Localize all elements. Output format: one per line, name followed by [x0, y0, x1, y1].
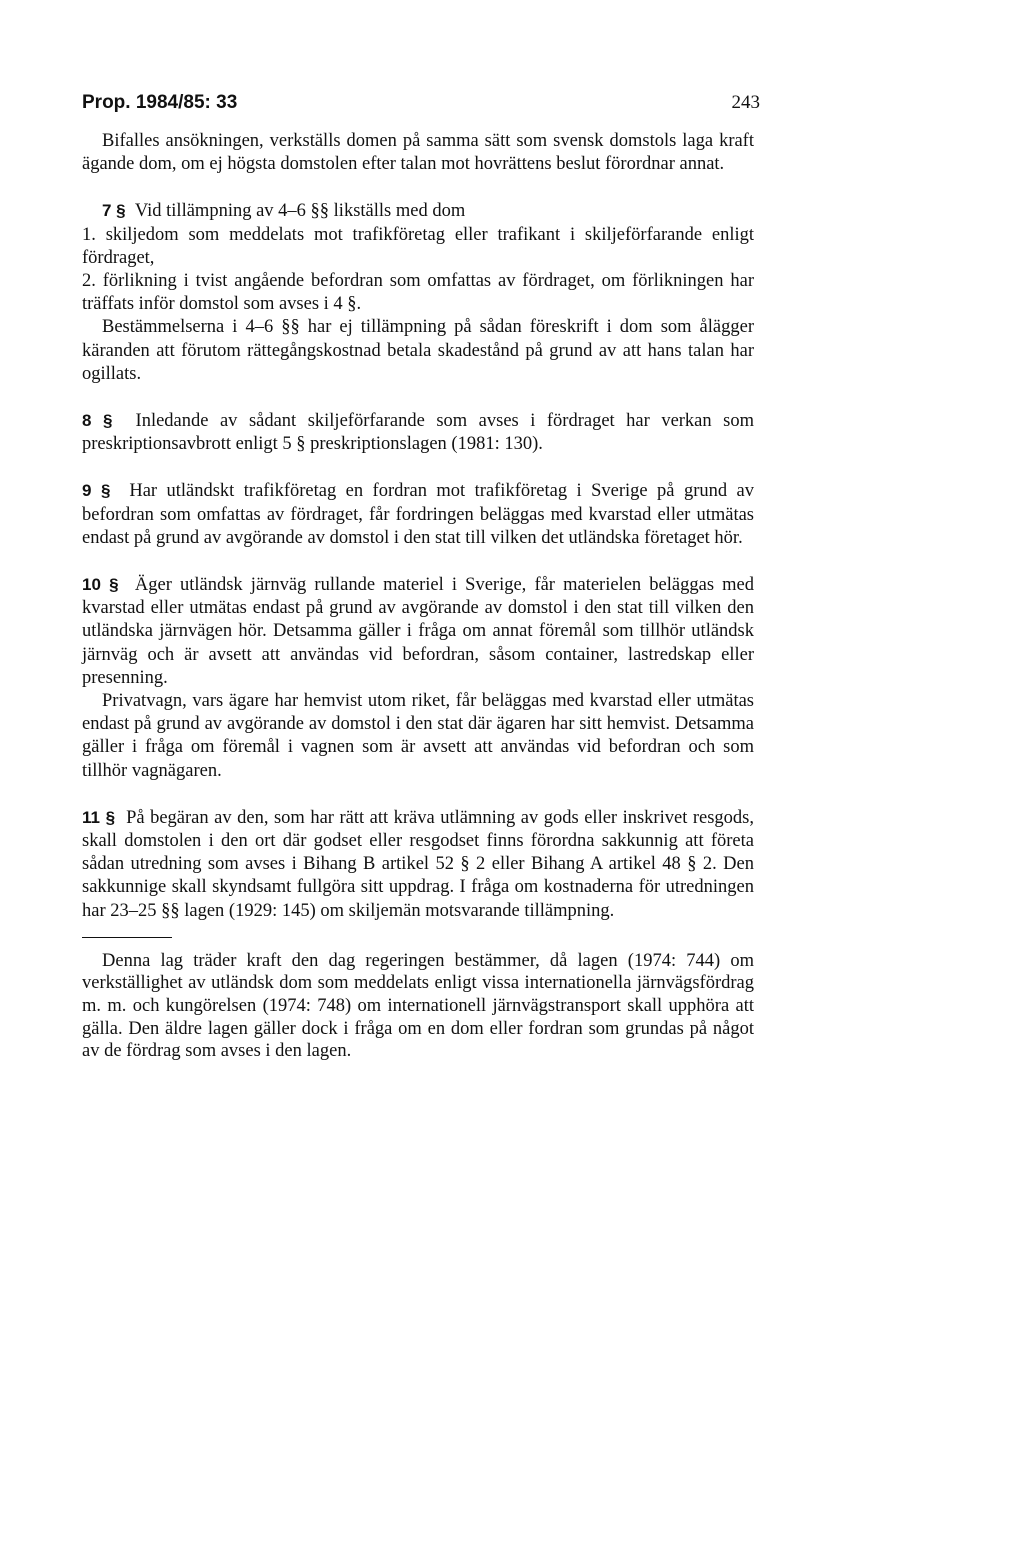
- transitional-provision-text: Denna lag träder kraft den dag regeringen bestämmer, då lagen (1974: 744) om verkställighet av utländsk dom som meddelats enligt vissa internationella järnvägsfördrag m. m. och kungörelsen (1974: 748) om internationell järnvägstransport skall upphöra att gälla. Den äldre lagen gäller dock i fråga om en dom eller fordran som grundas på något av de fördrag som avses i den lagen.: [82, 950, 754, 1062]
- transitional-provision: [82, 950, 754, 1063]
- section-7-paragraph-2: Bestämmelserna i 4–6 §§ har ej tillämpning på sådan föreskrift i dom som ålägger käranden att förutom rättegångskostnad betala skadestånd på grund av att hans talan har ogillats.: [82, 317, 754, 384]
- section-9-number: 9 §: [82, 481, 111, 501]
- section-8: [82, 409, 754, 456]
- section-9: [82, 479, 754, 550]
- footnote-divider: [82, 937, 172, 938]
- section-8-text: Inledande av sådant skiljeförfarande som avses i fördraget har verkan som preskriptionsavbrott enligt 5 § preskriptionslagen (1981: 130).: [82, 411, 754, 455]
- section-7-lead: [82, 199, 754, 223]
- section-7-lead-text: Vid tillämpning av 4–6 §§ likställs med dom: [134, 201, 466, 222]
- paragraph-1: Bifalles ansökningen, verkställs domen på samma sätt som svensk domstols laga kraft ägande dom, om ej högsta domstolen efter talan mot hovrättens beslut förordnar annat.: [82, 131, 754, 175]
- section-11: [82, 806, 754, 923]
- section-10-text: Äger utländsk järnväg rullande materiel i Sverige, får materielen beläggas med kvarstad eller utmätas endast på grund av avgörande av domstol i den stat till vilken den utländska järnvägen hör. Detsamma gäller i fråga om annat föremål som tillhör utländsk järnväg och är avsett att användas vid befordran, såsom container, lastredskap eller presenning.: [82, 575, 755, 688]
- publication-reference: Prop. 1984/85: 33: [82, 92, 238, 113]
- page-number: 243: [731, 92, 760, 113]
- section-11-text: På begäran av den, som har rätt att kräva utlämning av gods eller inskrivet resgods, skall domstolen i den ort där godset eller resgodset finns förordna sakkunnig att företa sådan utredning som avses i Bihang B artikel 52 § 2 eller Bihang A artikel 48 § 2. Den sakkunnige skall skyndsamt fullgöra sitt uppdrag. I fråga om kostnaderna för utredningen har 23–25 §§ lagen (1929: 145) om skiljemän motsvarande tillämpning.: [82, 807, 754, 921]
- section-7-item-2: 2. förlikning i tvist angående befordran som omfattas av fördraget, om förlikningen har träffats inför domstol som avses i 4 §.: [82, 271, 754, 315]
- page-header: [82, 92, 760, 122]
- section-10-paragraph-2: Privatvagn, vars ägare har hemvist utom riket, får beläggas med kvarstad eller utmätas endast på grund av avgörande av domstol i den stat där ägaren har sitt hemvist. Detsamma gäller i fråga om föremål i vagnen som är avsett att användas vid befordran och som tillhör vagnägaren.: [82, 691, 754, 781]
- section-10: [82, 573, 754, 690]
- section-7-item-1: 1. skiljedom som meddelats mot trafikföretag eller trafikant i skiljeförfarande enligt fördraget,: [82, 224, 754, 268]
- section-10-number: 10 §: [82, 575, 119, 595]
- section-8-number: 8 §: [82, 411, 113, 431]
- section-11-number: 11 §: [82, 807, 116, 827]
- section-9-text: Har utländskt trafikföretag en fordran mot trafikföretag i Sverige på grund av befordran som omfattas av fördraget, får fordringen beläggas med kvarstad eller utmätas endast på grund av avgörande av domstol i den stat till vilken det utländska företaget hör.: [82, 481, 755, 548]
- section-7-number: 7 §: [102, 201, 126, 221]
- document-page: [82, 92, 760, 1063]
